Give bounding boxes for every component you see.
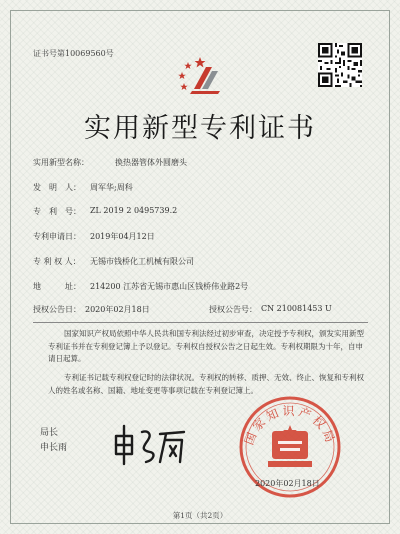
director-signature xyxy=(110,420,190,470)
grant-announce-label: 授权公告号： xyxy=(209,305,257,314)
grant-announce-value: CN 210081453 U xyxy=(261,304,332,313)
field-label: 发 明 人： xyxy=(33,183,81,192)
grant-statement: 国家知识产权局依照中华人民共和国专利法经过初步审查，决定授予专利权，颁发实用新型专利证书并在专利登记簿上予以登记。专利权自授权公告之日起生效。专利权期限为十年，自申请日起算。 xyxy=(48,329,364,363)
field-label: 专利申请日： xyxy=(33,232,81,241)
grant-date-label: 授权公告日： xyxy=(33,305,81,314)
field-label: 实用新型名称： xyxy=(33,158,89,167)
section-divider xyxy=(33,322,368,323)
field-application-date xyxy=(33,231,155,242)
grant-date-value: 2020年02月18日 xyxy=(85,305,150,314)
field-value: ZL 2019 2 0495739.2 xyxy=(90,206,178,215)
field-inventors xyxy=(33,182,133,193)
director-name: 申长雨 xyxy=(40,443,68,453)
issue-date: 2020年02月18日 xyxy=(255,479,320,488)
director-title: 局长 xyxy=(40,428,59,438)
field-label: 专 利 权 人： xyxy=(33,257,81,266)
certificate-title: 实用新型专利证书 xyxy=(84,113,316,144)
certificate-number: 证书号第10069560号 xyxy=(33,49,114,58)
field-value: 周军华;周科 xyxy=(90,183,133,192)
page-number: 第1页（共2页） xyxy=(172,511,228,520)
field-patentee xyxy=(33,256,194,267)
field-value: 换热器管体外圆磨头 xyxy=(115,158,187,167)
seal-text: 国家知识产权局 xyxy=(241,404,339,447)
field-value: 2019年04月12日 xyxy=(90,232,155,241)
qr-code-icon xyxy=(318,43,362,87)
patent-office-emblem-icon xyxy=(170,53,230,95)
field-value: 214200 江苏省无锡市惠山区钱桥伟业路2号 xyxy=(90,282,249,291)
field-patent-number xyxy=(33,206,178,217)
field-value: 无锡市钱桥化工机械有限公司 xyxy=(90,257,194,266)
field-label: 专 利 号： xyxy=(33,207,81,216)
field-label: 地 址： xyxy=(33,282,81,291)
legal-status-statement: 专利证书记载专利权登记时的法律状况。专利权的转移、质押、无效、终止、恢复和专利权人的姓名或名称、国籍、地址变更等事项记载在专利登记簿上。 xyxy=(48,373,364,395)
field-address xyxy=(33,281,249,292)
field-utility-model-name xyxy=(33,157,187,168)
grant-row xyxy=(33,304,332,315)
